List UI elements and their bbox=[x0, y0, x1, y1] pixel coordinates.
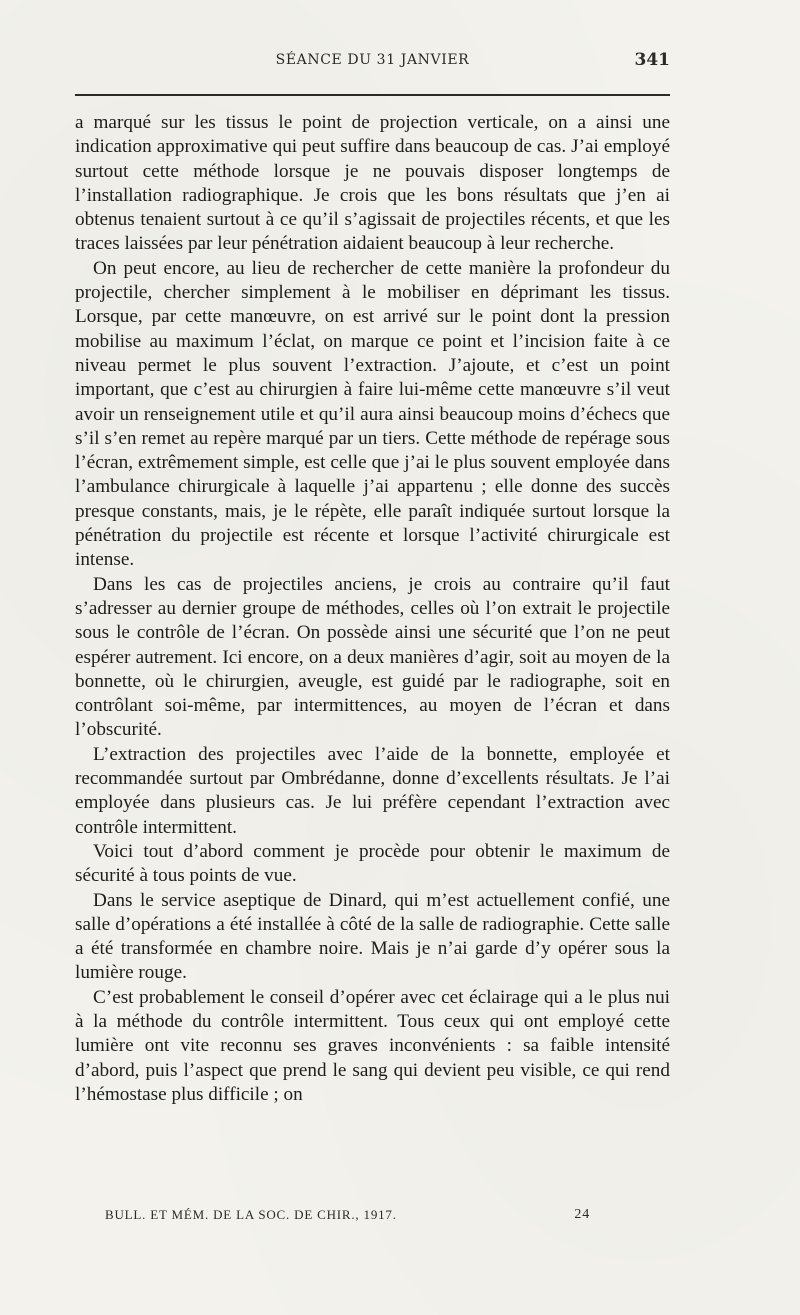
paragraph: a marqué sur les tissus le point de projection verticale, on a ainsi une indication approximative qui peut suffire dans beaucoup de cas. J’ai employé surtout cette méthode lorsque je ne pouvais disposer longtemps de l’installation radiographique. Je crois que les bons résultats que j’en ai obtenus tenaient surtout à ce qu’il s’agissait de projectiles récents, et que les traces laissées par leur pénétration aidaient beaucoup à leur recherche. bbox=[75, 112, 670, 255]
page-footer bbox=[105, 1207, 645, 1227]
paragraph: On peut encore, au lieu de rechercher de cette manière la profondeur du projectile, chercher simplement à le mobiliser en déprimant les tissus. Lorsque, par cette manœuvre, on est arrivé sur le point dont la pression mobilise au maximum l’éclat, on marque ce point et l’incision faite à ce niveau permet le plus souvent l’extraction. J’ajoute, et c’est un point important, que c’est au chirurgien à faire lui-même cette manœuvre s’il veut avoir un renseignement utile et qu’il aura ainsi beaucoup moins d’échecs que s’il s’en remet au repère marqué par un tiers. Cette méthode de repérage sous l’écran, extrêmement simple, est celle que j’ai le plus souvent employée dans l’ambulance chirurgicale à laquelle j’ai appartenu ; elle donne des succès presque constants, mais, je le répète, elle paraît indiquée surtout lorsque la pénétration du projectile est récente et lorsque l’activité chirurgicale est intense. bbox=[75, 257, 670, 571]
paragraph: Dans les cas de projectiles anciens, je crois au contraire qu’il faut s’adresser au dernier groupe de méthodes, celles où l’on extrait le projectile sous le contrôle de l’écran. On possède ainsi une sécurité que l’on ne peut espérer autrement. Ici encore, on a deux manières d’agir, soit au moyen de la bonnette, où le chirurgien, aveugle, est guidé par le radiographe, soit en contrôlant soi-même, par intermittences, au moyen de l’écran et dans l’obscurité. bbox=[75, 573, 670, 741]
header-rule bbox=[75, 94, 670, 96]
paragraph: Dans le service aseptique de Dinard, qui m’est actuellement confié, une salle d’opérations a été installée à côté de la salle de radiographie. Cette salle a été transformée en chambre noire. Mais je n’ai garde d’y opérer sous la lumière rouge. bbox=[75, 889, 670, 984]
running-title: SÉANCE DU 31 JANVIER bbox=[275, 52, 470, 68]
journal-citation: BULL. ET MÉM. DE LA SOC. DE CHIR., 1917. bbox=[105, 1207, 397, 1222]
signature-mark: 24 bbox=[574, 1207, 590, 1222]
running-head bbox=[75, 52, 670, 74]
paragraph: L’extraction des projectiles avec l’aide de la bonnette, employée et recommandée surtout par Ombrédanne, donne d’excellents résultats. Je l’ai employée dans plusieurs cas. Je lui préfère cependant l’extraction avec contrôle intermittent. bbox=[75, 743, 670, 838]
page-number: 341 bbox=[634, 50, 670, 70]
paragraph: Voici tout d’abord comment je procède pour obtenir le maximum de sécurité à tous points de vue. bbox=[75, 840, 670, 887]
body-text bbox=[75, 111, 670, 1107]
paragraph: C’est probablement le conseil d’opérer avec cet éclairage qui a le plus nui à la méthode du contrôle intermittent. Tous ceux qui ont employé cette lumière ont vite reconnu ses graves inconvénients : sa faible intensité d’abord, puis l’aspect que prend le sang qui devient peu visible, ce qui rend l’hémostase plus difficile ; on bbox=[75, 986, 670, 1105]
